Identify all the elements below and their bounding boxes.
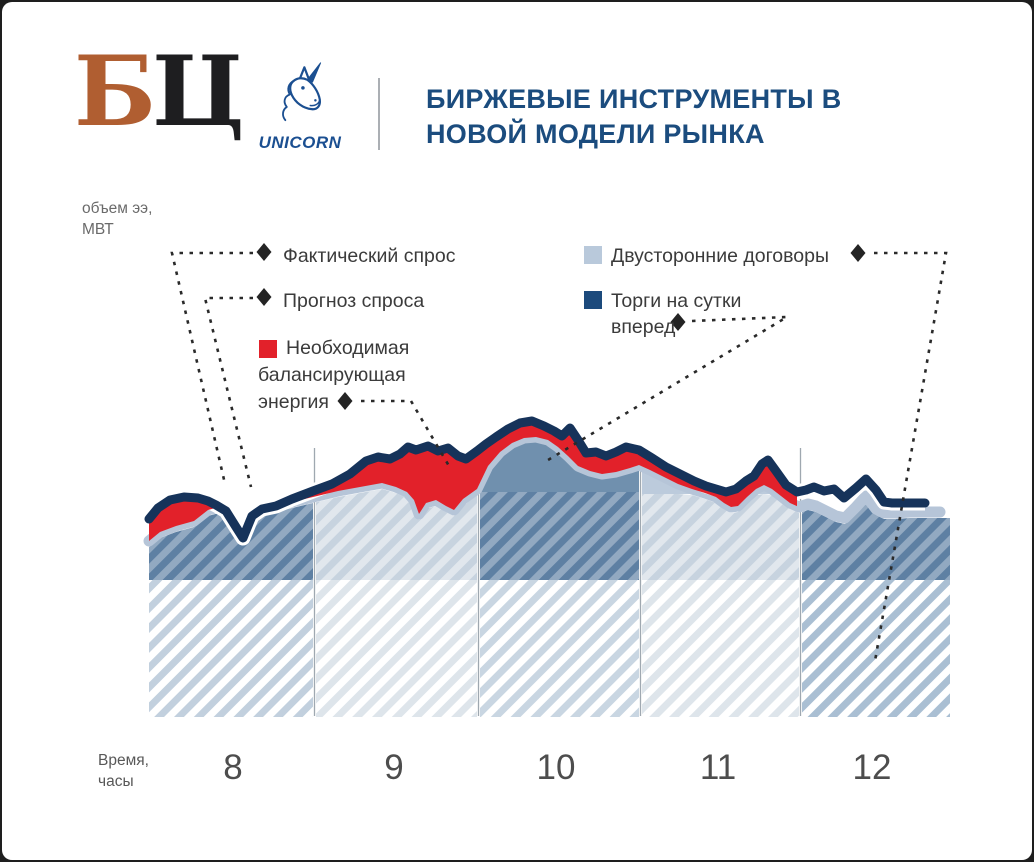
x-axis-label: Время, часы bbox=[98, 752, 149, 790]
legend-demand-forecast: Прогноз спроса bbox=[283, 290, 425, 312]
hour-tick-label: 12 bbox=[852, 748, 892, 787]
x-axis-ticks bbox=[2, 748, 1032, 798]
infographic-card bbox=[2, 2, 1032, 860]
legend-balancing-energy: Необходимая балансирующая энергия bbox=[258, 337, 410, 413]
legend-bilateral-contracts: Двусторонние договоры bbox=[611, 245, 829, 267]
legend-swatch-bilateral bbox=[584, 246, 602, 264]
hour-tick-label: 10 bbox=[536, 748, 576, 787]
y-axis-label: объем ээ, МВТ bbox=[82, 200, 153, 238]
unicorn-wordmark: UNICORN bbox=[258, 133, 342, 152]
legend-day-ahead-trading: Торги на сутки вперед bbox=[611, 290, 742, 338]
hour-tick-label: 11 bbox=[699, 748, 737, 787]
page-title: БИРЖЕВЫЕ ИНСТРУМЕНТЫ В НОВОЙ МОДЕЛИ РЫНКА bbox=[426, 84, 842, 149]
hour-tick-label: 9 bbox=[384, 748, 404, 787]
hour-tick-label: 8 bbox=[223, 748, 243, 787]
bc-logo-letter-b: Б bbox=[74, 35, 153, 148]
bc-logo-letter-c: Ц bbox=[152, 35, 241, 148]
legend-actual-demand: Фактический спрос bbox=[283, 245, 456, 267]
legend-swatch-day-ahead bbox=[584, 291, 602, 309]
market-model-chart bbox=[2, 2, 1032, 860]
